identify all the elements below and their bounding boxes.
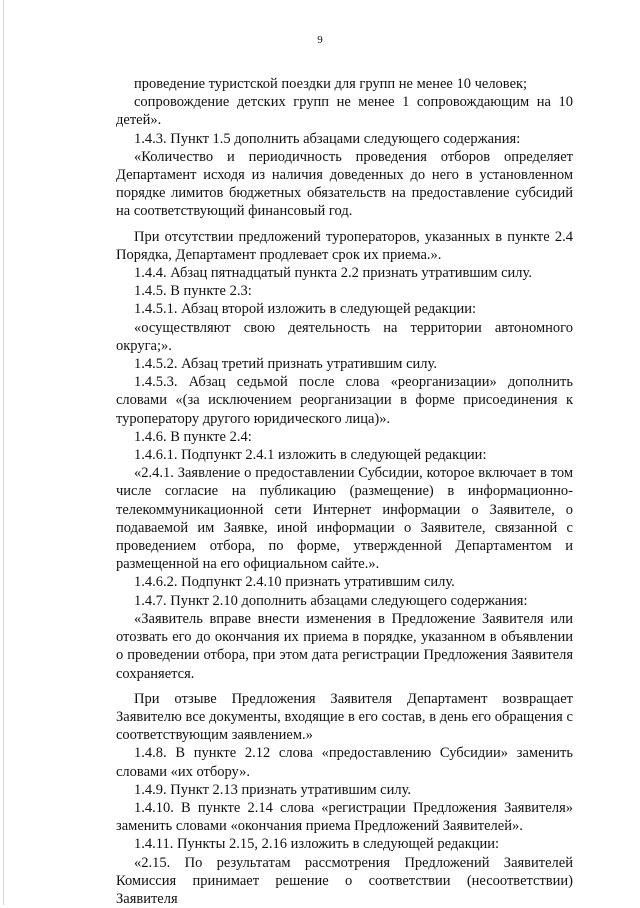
paragraph: 1.4.6.1. Подпункт 2.4.1 изложить в следующей редакции:	[134, 447, 487, 464]
paragraph: «осуществляют свою деятельность на территории автономного округа;».	[116, 319, 573, 354]
paragraph: 1.4.5.2. Абзац третий признать утратившим силу.	[134, 356, 437, 373]
paragraph: 1.4.11. Пункты 2.15, 2.16 изложить в следующей редакции:	[134, 836, 500, 853]
paragraph: 1.4.3. Пункт 1.5 дополнить абзацами следующего содержания:	[134, 130, 521, 147]
paragraph: «Количество и периодичность проведения отборов определяет Департамент исходя из наличия доведенных до него в установленном порядке лимитов бюджетных обязательств на предоставление субсидий на соответствующий финансовый год.	[116, 148, 573, 220]
paragraph: 1.4.5.1. Абзац второй изложить в следующей редакции:	[134, 301, 477, 318]
paragraph: 1.4.7. Пункт 2.10 дополнить абзацами следующего содержания:	[134, 592, 528, 609]
paragraph: 1.4.9. Пункт 2.13 признать утратившим силу.	[134, 781, 412, 798]
paragraph: При отсутствии предложений туроператоров, указанных в пункте 2.4 Порядка, Департамент продлевает срок их приема.».	[116, 228, 573, 263]
page-number: 9	[317, 34, 323, 46]
paragraph: «Заявитель вправе внести изменения в Предложение Заявителя или отозвать его до окончания их приема в порядке, указанном в объявлении о проведении отбора, при этом дата регистрации Предложения Заявителя сохраняется.	[116, 610, 573, 682]
paragraph: «2.4.1. Заявление о предоставлении Субсидии, которое включает в том числе согласие на публикацию (размещение) в информационно-телекоммуникационной сети Интернет информации о Заявителе, о подаваемой им Заявке, иной информации о Заявителе, связанной с проведением отбора, по форме, утвержденной Департаментом и размещенной на его официальном сайте.».	[116, 465, 573, 573]
paragraph: 1.4.4. Абзац пятнадцатый пункта 2.2 признать утратившим силу.	[134, 265, 532, 282]
paragraph: 1.4.6.2. Подпункт 2.4.10 признать утратившим силу.	[134, 574, 455, 591]
document-body	[116, 75, 573, 908]
scan-edge-line	[3, 0, 4, 905]
paragraph: сопровождение детских групп не менее 1 сопровождающим на 10 детей».	[116, 94, 573, 129]
paragraph: «2.15. По результатам рассмотрения Предложений Заявителей Комиссия принимает решение о соответствии (несоответствии) Заявителя	[116, 854, 573, 907]
paragraph: 1.4.6. В пункте 2.4:	[134, 428, 252, 445]
paragraph: 1.4.8. В пункте 2.12 слова «предоставлению Субсидии» заменить словами «их отбору».	[116, 745, 573, 780]
paragraph: 1.4.10. В пункте 2.14 слова «регистрации Предложения Заявителя» заменить словами «окончания приема Предложений Заявителей».	[116, 799, 573, 835]
paragraph: 1.4.5. В пункте 2.3:	[134, 283, 252, 300]
paragraph: проведение туристской поездки для групп не менее 10 человек;	[134, 76, 528, 92]
paragraph: При отзыве Предложения Заявителя Департамент возвращает Заявителю все документы, входящие в его состав, в день его обращения с соответствующим заявлением.»	[116, 690, 573, 744]
paragraph: 1.4.5.3. Абзац седьмой после слова «реорганизации» дополнить словами «(за исключением реорганизации в форме присоединения к туроператору другого юридического лица)».	[116, 374, 573, 427]
